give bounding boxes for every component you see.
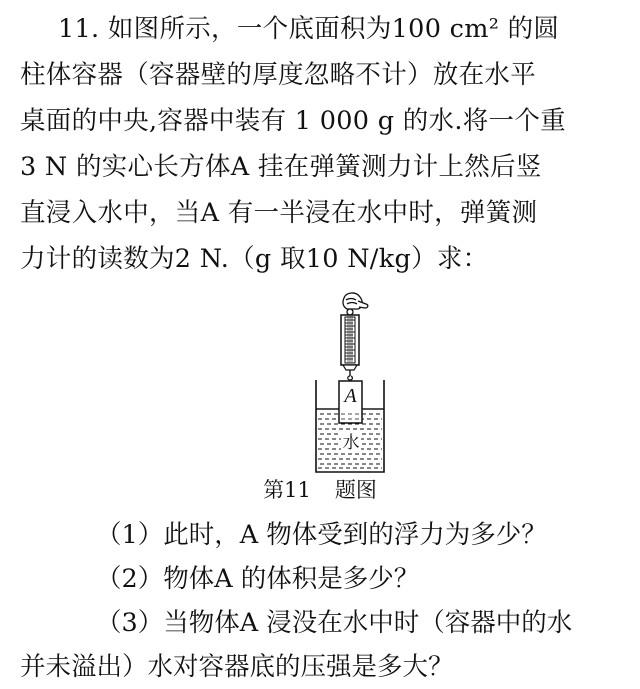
caption-text: 题图 <box>334 478 377 502</box>
question-list <box>20 513 625 689</box>
question-2: （2）物体A 的体积是多少？ <box>96 564 420 594</box>
caption-number: 第11 <box>263 478 311 502</box>
problem-line: 3 N 的实心长方体A 挂在弹簧测力计上然后竖 <box>20 152 542 182</box>
figure-caption <box>0 470 640 510</box>
block-a <box>316 381 384 423</box>
block-a-label: A <box>344 385 357 407</box>
question-3-continued: 并未溢出）水对容器底的压强是多大？ <box>20 652 454 682</box>
question-1: （1）此时，A 物体受到的浮力为多少？ <box>96 520 547 550</box>
question-3: （3）当物体A 浸没在水中时（容器中的水 <box>96 608 573 638</box>
problem-line: 柱体容器（容器壁的厚度忽略不计）放在水平 <box>20 60 537 90</box>
problem-line: 直浸入水中，当A 有一半浸在水中时，弹簧测 <box>20 198 538 228</box>
spring-scale <box>341 315 359 380</box>
figure-drawing <box>300 292 400 482</box>
problem-statement <box>20 6 625 282</box>
problem-line: 力计的读数为2 N.（g 取10 N/kg）求： <box>20 244 489 274</box>
problem-line: 11. 如图所示，一个底面积为100 cm² 的圆 <box>58 14 560 44</box>
problem-line: 桌面的中央,容器中装有 1 000 g 的水.将一个重 <box>20 106 566 136</box>
water-label: 水 <box>342 433 360 453</box>
hand-icon <box>343 293 368 309</box>
